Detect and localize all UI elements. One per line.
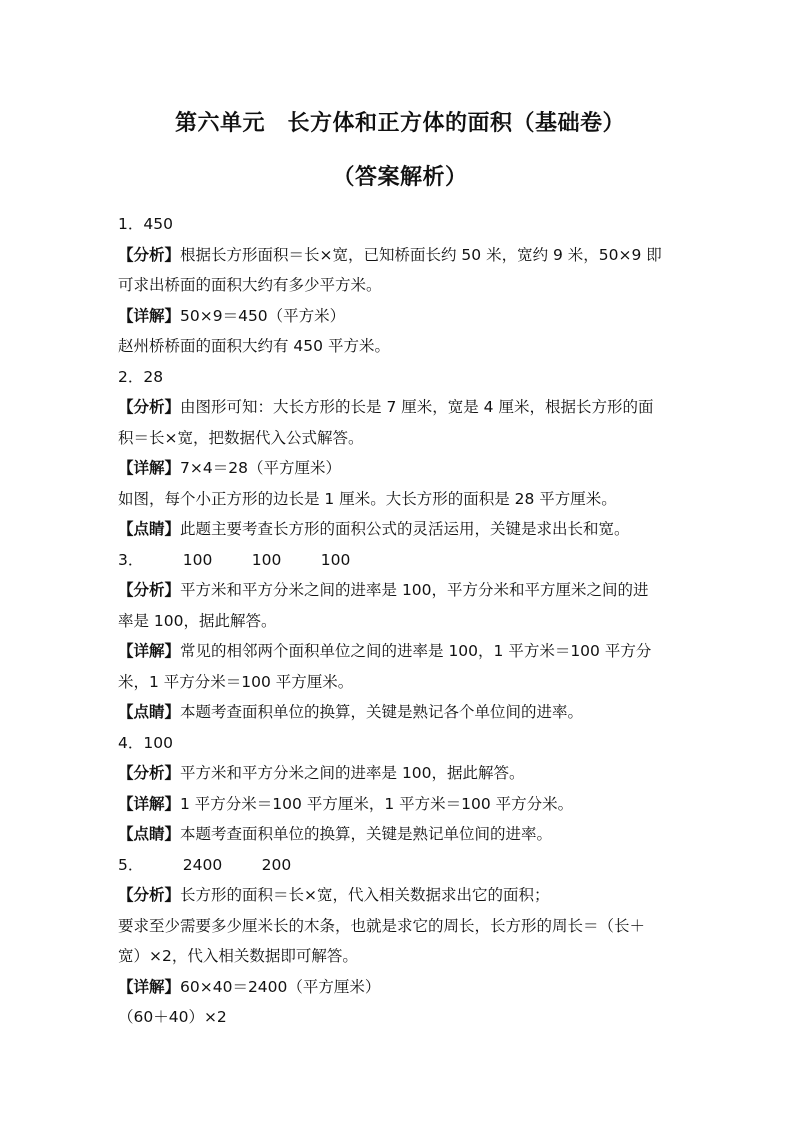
text-line: 【分析】由图形可知：大长方形的长是 7 厘米，宽是 4 厘米，根据长方形的面	[118, 398, 654, 416]
text-line: 赵州桥桥面的面积大约有 450 平方米。	[118, 337, 390, 355]
text-line: 【分析】根据长方形面积＝长×宽，已知桥面长约 50 米，宽约 9 米，50×9 即	[118, 245, 662, 264]
text-line: 4．100	[118, 733, 173, 752]
text-line: 【分析】平方米和平方分米之间的进率是 100，据此解答。	[118, 764, 525, 782]
text-line: 率是 100，据此解答。	[118, 611, 277, 630]
text-line: 可求出桥面的面积大约有多少平方米。	[118, 276, 382, 294]
text-line: 2．28	[118, 367, 164, 386]
document-title: 第六单元 长方体和正方体的面积（基础卷）	[174, 111, 625, 136]
text-line: 【分析】长方形的面积＝长×宽，代入相关数据求出它的面积；	[118, 886, 550, 904]
text-line: 如图，每个小正方形的边长是 1 厘米。大长方形的面积是 28 平方厘米。	[118, 489, 617, 508]
text-line: 积＝长×宽，把数据代入公式解答。	[118, 428, 364, 447]
text-line: 【点睛】此题主要考查长方形的面积公式的灵活运用，关键是求出长和宽。	[118, 520, 630, 538]
text-line: 【分析】平方米和平方分米之间的进率是 100，平方分米和平方厘米之间的进	[118, 581, 649, 599]
text-line: 【详解】常见的相邻两个面积单位之间的进率是 100，1 平方米＝100 平方分	[118, 642, 652, 660]
answer-content	[118, 209, 678, 1033]
text-line: 【点睛】本题考查面积单位的换算，关键是熟记单位间的进率。	[118, 825, 553, 843]
text-line: 【点睛】本题考查面积单位的换算，关键是熟记各个单位间的进率。	[118, 703, 584, 721]
text-line: 米，1 平方分米＝100 平方厘米。	[118, 672, 354, 691]
text-line: 要求至少需要多少厘米长的木条，也就是求它的周长，长方形的周长＝（长＋	[118, 916, 646, 935]
document-subtitle: （答案解析）	[332, 165, 468, 190]
text-line: 5． 2400 200	[118, 855, 292, 874]
text-line: 【详解】60×40＝2400（平方厘米）	[118, 977, 381, 996]
text-line: 【详解】7×4＝28（平方厘米）	[118, 459, 341, 477]
text-line: 1．450	[118, 215, 173, 233]
text-line: 【详解】1 平方分米＝100 平方厘米，1 平方米＝100 平方分米。	[118, 794, 574, 813]
text-line: 3． 100 100 100	[118, 550, 351, 569]
text-line: 【详解】50×9＝450（平方米）	[118, 306, 346, 325]
text-line: 宽）×2，代入相关数据即可解答。	[118, 947, 358, 965]
text-line: （60＋40）×2	[118, 1008, 227, 1026]
